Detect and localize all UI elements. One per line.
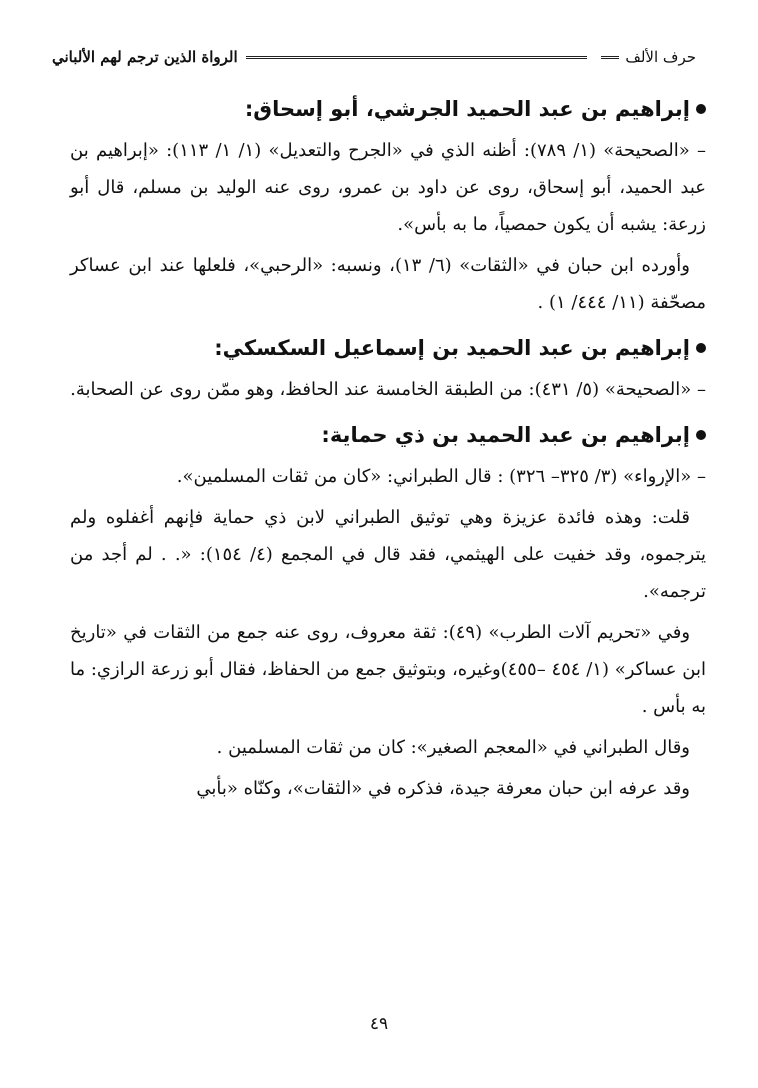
paragraph: وفي «تحريم آلات الطرب» (٤٩): ثقة معروف، روى عنه جمع من الثقات في «تاريخ ابن عساكر» (١/ ٤٥٤ –٤٥٥)وغيره، وبتوثيق جمع من الحفاظ، فقال أبو زرعة الرازي: ما به بأس . xyxy=(70,622,706,717)
page-body xyxy=(70,92,706,811)
paragraph: – «الصحيحة» (١/ ٧٨٩): أظنه الذي في «الجرح والتعديل» (١/ ١/ ١١٣): «إبراهيم بن عبد الحميد، أبو إسحاق، روى عن داود بن عمرو، روى عنه الوليد بن مسلم، قال أبو زرعة: يشبه أن يكون حمصياً، ما به بأس». xyxy=(70,140,706,235)
header-double-rule xyxy=(246,56,588,59)
page-number: ٤٩ xyxy=(369,1014,389,1034)
paragraph: قلت: وهذه فائدة عزيزة وهي توثيق الطبراني لابن ذي حماية فإنهم أغفلوه ولم يترجموه، وقد خفيت على الهيثمي، فقد قال في المجمع (٤/ ١٥٤): «. . لم أجد من ترجمه». xyxy=(70,507,706,602)
entry-title xyxy=(70,420,706,450)
running-header xyxy=(52,40,696,74)
paragraph: وقال الطبراني في «المعجم الصغير»: كان من ثقات المسلمين . xyxy=(216,737,690,758)
entry-title-text: إبراهيم بن عبد الحميد بن ذي حماية: xyxy=(321,423,690,447)
paragraph: وقد عرفه ابن حبان معرفة جيدة، فذكره في «الثقات»، وكنّاه «بأبي xyxy=(196,778,690,799)
entry-title xyxy=(70,94,706,124)
book-title: الرواة الذين ترجم لهم الألباني xyxy=(52,48,238,66)
paragraph: وأورده ابن حبان في «الثقات» (٦/ ١٣)، ونسبه: «الرحبي»، فلعلها عند ابن عساكر مصحّفة (١١/ ٤٤٤/ ١) . xyxy=(70,255,706,313)
entry-title-text: إبراهيم بن عبد الحميد بن إسماعيل السكسكي: xyxy=(214,336,690,360)
paragraph: – «الإرواء» (٣/ ٣٢٥– ٣٢٦) : قال الطبراني: «كان من ثقات المسلمين». xyxy=(176,466,706,487)
chapter-label: حرف الألف xyxy=(625,48,696,66)
paragraph: – «الصحيحة» (٥/ ٤٣١): من الطبقة الخامسة عند الحافظ، وهو ممّن روى عن الصحابة. xyxy=(70,379,706,400)
bullet-icon xyxy=(696,430,706,440)
header-short-rule xyxy=(601,56,619,59)
entry-title xyxy=(70,333,706,363)
bullet-icon xyxy=(696,343,706,353)
entry-title-text: إبراهيم بن عبد الحميد الجرشي، أبو إسحاق: xyxy=(244,97,690,121)
bullet-icon xyxy=(696,104,706,114)
